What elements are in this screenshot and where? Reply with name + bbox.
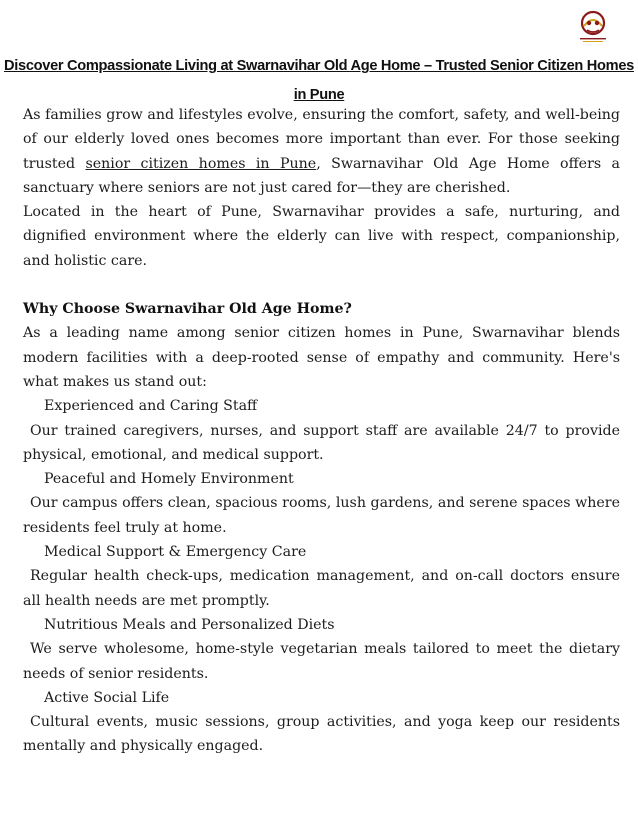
senior-homes-link[interactable]: senior citizen homes in Pune	[85, 155, 317, 172]
feature-title-social: Active Social Life	[44, 689, 170, 706]
feature-desc-meals: We serve wholesome, home-style vegetarian meals tailored to meet the dietary needs of senior residents.	[23, 641, 620, 682]
feature-title-staff: Experienced and Caring Staff	[44, 398, 258, 415]
page-title: Discover Compassionate Living at Swarnavihar Old Age Home – Trusted Senior Citizen Homes in Pune	[4, 58, 634, 103]
feature-desc-staff: Our trained caregivers, nurses, and support staff are available 24/7 to provide physical, emotional, and medical support.	[23, 422, 620, 463]
feature-desc-social: Cultural events, music sessions, group activities, and yoga keep our residents mentally and physically engaged.	[23, 714, 620, 755]
feature-title-medical: Medical Support & Emergency Care	[44, 544, 307, 561]
swarnavihar-logo-icon	[570, 6, 616, 46]
intro-paragraph-2: Located in the heart of Pune, Swarnavihar provides a safe, nurturing, and dignified environment where the elderly can live with respect, companionship, and holistic care.	[23, 204, 620, 269]
why-intro-paragraph: As a leading name among senior citizen homes in Pune, Swarnavihar blends modern facilities with a deep-rooted sense of empathy and community. Here's what makes us stand out:	[23, 325, 620, 390]
intro-text-after: , Swarnavihar Old Age Home offers a sanctuary where seniors are not just cared for—they are cherished.	[23, 155, 620, 196]
intro-text-before: As families grow and lifestyles evolve, ensuring the comfort, safety, and well-being of our elderly loved ones becomes more important than ever. For those seeking trusted	[23, 107, 620, 172]
feature-title-meals: Nutritious Meals and Personalized Diets	[44, 616, 335, 633]
feature-desc-environment: Our campus offers clean, spacious rooms, lush gardens, and serene spaces where residents feel truly at home.	[23, 495, 620, 536]
why-choose-heading: Why Choose Swarnavihar Old Age Home?	[23, 301, 352, 318]
intro-paragraph-1	[23, 103, 620, 200]
section-spacer	[23, 273, 620, 297]
feature-desc-medical: Regular health check-ups, medication management, and on-call doctors ensure all health needs are met promptly.	[23, 568, 620, 609]
article-body	[23, 103, 620, 759]
feature-title-environment: Peaceful and Homely Environment	[44, 471, 294, 488]
